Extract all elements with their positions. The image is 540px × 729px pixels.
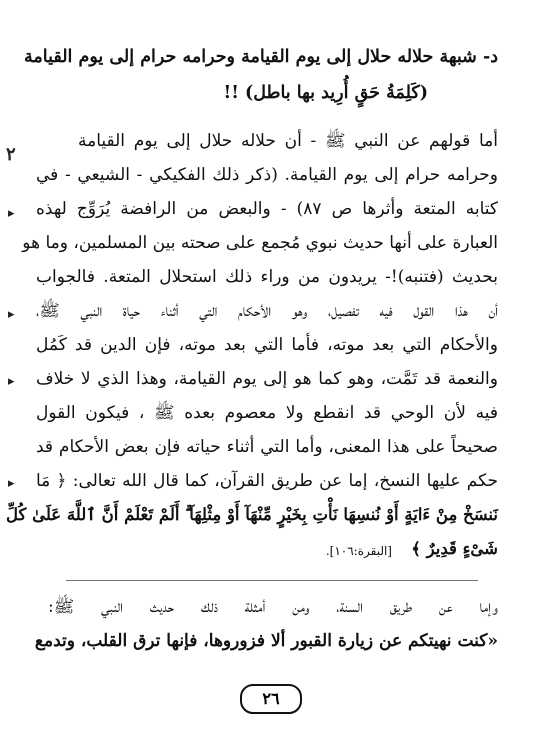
- heading-line-2: (كَلِمَةُ حَقٍ أُرِيد بها باطل) !!: [223, 83, 428, 103]
- body-line-4: العبارة على أنها حديث نبوي مُجمع على صحته بين المسلمين، وما هو: [22, 233, 498, 253]
- body-line-10: صحيحاً على هذا المعنى، وأما التي أثناء حياته فإن بعض الأحكام قد: [36, 437, 498, 457]
- after-line-2: «كنت نهيتكم عن زيارة القبور ألا فزوروها، فإنها ترق القلب، وتدمع: [34, 631, 498, 651]
- quran-line-2: شَىْءٍ قَدِيرٌ ﴾: [411, 539, 498, 558]
- margin-mark-2: ▸: [8, 206, 15, 221]
- page-number-frame: [240, 684, 302, 714]
- body-line-1: أما قولهم عن النبي ﷺ - أن حلاله حلال إلى يوم القيامة: [78, 131, 498, 151]
- body-line-6: أن هذا القول فيه تفصيل، وهو الأحكام التي أثناء حياة النبي ﷺ،: [36, 301, 498, 321]
- margin-mark-1: ٢: [6, 144, 16, 165]
- margin-mark-4: ▸: [8, 374, 15, 389]
- quran-reference: [البقرة:١٠٦].: [325, 544, 392, 558]
- page-number: ٢٦: [262, 689, 280, 708]
- heading-line-1: د- شبهة حلاله حلال إلى يوم القيامة وحرامه حرام إلى يوم القيامة: [23, 47, 498, 67]
- margin-mark-3: ▸: [8, 307, 15, 322]
- body-line-8: والنعمة قد تَمَّت، وهو كما هو إلى يوم القيامة، وهذا الذي لا خلاف: [36, 369, 498, 389]
- body-line-7: والأحكام التي بعد موته، فأما التي بعد موته، فإن الدين قد كَمُل: [36, 335, 498, 355]
- section-divider: [66, 580, 478, 581]
- body-line-5: بحديث (فتنبه)!- يريدون من وراء ذلك استحلال المتعة. فالجواب: [36, 267, 498, 287]
- body-line-9: فيه لأن الوحي قد انقطع ولا معصوم بعده ﷺ ، فيكون القول: [36, 403, 498, 423]
- body-line-3: كتابه المتعة وأثرها ص ٨٧) - والبعض من الرافضة يُرَوِّج لهذه: [36, 199, 499, 219]
- after-line-1: وإما عن طريق السنة، ومن أمثلة ذلك حديث النبي ﷺ:: [48, 597, 498, 617]
- margin-mark-5: ▸: [8, 476, 15, 491]
- body-line-11: حكم عليها النسخ، إما عن طريق القرآن، كما قال الله تعالى: ﴿ مَا: [36, 471, 498, 491]
- quran-line-1: نَنسَخْ مِنْ ءَايَةٍ أَوْ نُنسِهَا نَأْتِ بِخَيْرٍ مِّنْهَآ أَوْ مِثْلِهَآ ۗ أَلَمْ تَعْلَمْ أَنَّ ٱللَّهَ عَلَىٰ كُلِّ: [6, 505, 498, 524]
- body-line-2: وحرامه حرام إلى يوم القيامة. (ذكر ذلك الفكيكي - الشيعي - في: [36, 165, 498, 185]
